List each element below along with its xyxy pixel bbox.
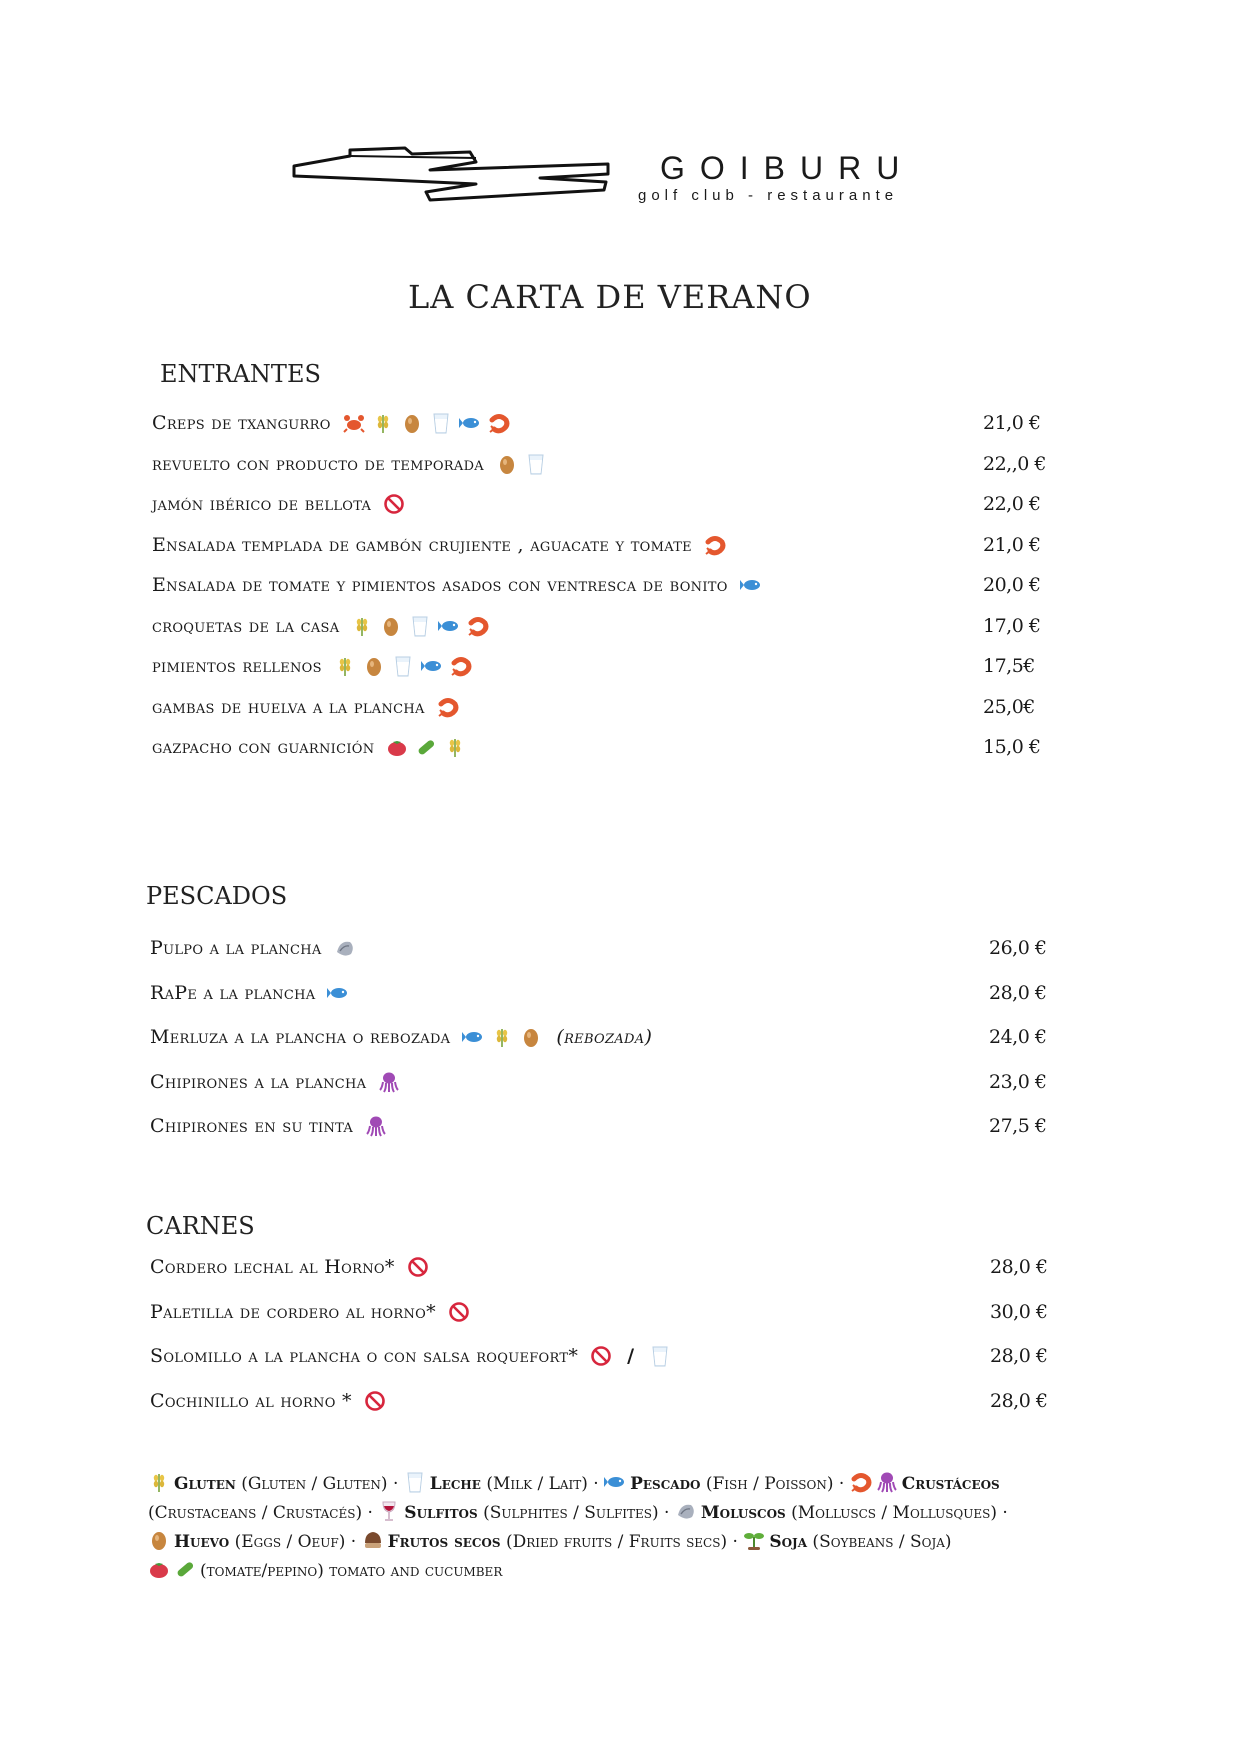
dish-name: croquetas de la casa (152, 614, 340, 637)
menu-title: LA CARTA DE VERANO (408, 278, 812, 316)
dish-price: 20,0 € (983, 574, 1041, 596)
brand-name: GOIBURU (660, 150, 915, 186)
legend-allergen-translation: (Dried fruits / Fruits secs) · (500, 1532, 744, 1552)
dish-name: Creps de txangurro (152, 412, 331, 434)
legend-tomato-cucumber: (tomate/pepino) tomato and cucumber (200, 1561, 503, 1581)
tomato-icon (386, 736, 408, 758)
menu-item-row (0, 572, 1241, 612)
legend-allergen-translation: (Molluscs / Mollusques) · (785, 1503, 1008, 1523)
legend-allergen-name: Sulfitos (404, 1503, 478, 1523)
egg-icon (520, 1026, 542, 1048)
dish-price: 28,0 € (989, 981, 1047, 1004)
menu-item-row (0, 694, 1241, 734)
legend-allergen-name: Crustáceos (901, 1474, 1000, 1494)
dish-name: Merluza a la plancha o rebozada (150, 1026, 451, 1048)
crab-icon (343, 412, 365, 434)
allergen-icons (448, 1301, 470, 1323)
legend-line (148, 1557, 1118, 1586)
dish-price: 26,0 € (989, 937, 1047, 959)
shrimp-icon (704, 534, 726, 556)
menu-item-row (0, 1113, 1241, 1153)
legend-line (148, 1528, 1118, 1557)
milk-glass-icon (430, 412, 452, 434)
fish-icon (462, 1026, 484, 1048)
menu-item-row (0, 935, 1241, 975)
allergen-icons (383, 493, 405, 515)
shrimp-icon (488, 412, 510, 434)
dish-line (152, 653, 472, 679)
dish-line (150, 1113, 387, 1139)
allergen-icons (740, 574, 762, 596)
wheat-icon (372, 412, 394, 434)
legend-allergen-name: Frutos secos (387, 1532, 501, 1552)
dish-price: 15,0 € (983, 736, 1041, 758)
milk-glass-icon (392, 655, 414, 677)
squid-icon (876, 1471, 898, 1493)
dish-price: 24,0 € (989, 1026, 1047, 1048)
shell-icon (675, 1500, 697, 1522)
dish-price: 21,0 € (983, 533, 1041, 556)
dish-line (150, 1388, 386, 1414)
dish-line (150, 1069, 400, 1095)
dish-price: 28,0 € (990, 1345, 1048, 1367)
milk-glass-icon (525, 453, 547, 475)
menu-item-row (0, 451, 1241, 491)
fish-icon (604, 1471, 626, 1493)
dish-note: (rebozada) (556, 1026, 653, 1048)
shrimp-icon (437, 696, 459, 718)
dish-name: gazpacho con guarnición (152, 736, 375, 758)
allergen-icons (334, 937, 356, 959)
legend-allergen-name: Moluscos (700, 1503, 786, 1523)
legend-line (148, 1499, 1118, 1528)
dish-name: revuelto con producto de temporada (152, 452, 484, 475)
brand-subtitle: golf club - restaurante (638, 187, 899, 204)
egg-icon (401, 412, 423, 434)
egg-icon (380, 615, 402, 637)
tomato-icon (148, 1558, 170, 1580)
dish-line (152, 734, 466, 760)
dish-name: gambas de huelva a la plancha (152, 695, 425, 718)
legend-allergen-name: Pescado (630, 1474, 701, 1494)
dish-line (152, 491, 405, 517)
menu-item-row (0, 1388, 1241, 1428)
allergen-icons (496, 453, 547, 475)
fish-icon (740, 574, 762, 596)
dish-price: 17,0 € (983, 614, 1041, 637)
shrimp-icon (467, 615, 489, 637)
sprout-icon (743, 1529, 765, 1551)
dish-line (152, 572, 762, 598)
dish-line (152, 613, 489, 639)
dish-name: Chipirones a la plancha (150, 1070, 367, 1093)
legend-allergen-translation: (Gluten / Gluten) · (235, 1474, 404, 1494)
allergen-icons (351, 615, 489, 637)
legend-allergen-name: Soja (769, 1532, 808, 1552)
menu-item-row (0, 491, 1241, 531)
icon-separator: / (627, 1345, 635, 1367)
dish-line (152, 694, 459, 720)
squid-icon (365, 1115, 387, 1137)
allergen-icons (704, 534, 726, 556)
allergen-icons (378, 1071, 400, 1093)
chestnut-icon (362, 1529, 384, 1551)
menu-item-row (0, 1254, 1241, 1294)
dish-name: Paletilla de cordero al horno* (150, 1300, 436, 1323)
allergen-icons (590, 1345, 671, 1367)
egg-icon (148, 1529, 170, 1551)
allergen-icons (386, 736, 466, 758)
wheat-icon (351, 615, 373, 637)
dish-line (150, 1254, 429, 1280)
allergen-icons (343, 412, 510, 434)
menu-item-row (0, 1069, 1241, 1109)
no-allergens-icon (407, 1256, 429, 1278)
fish-icon (327, 982, 349, 1004)
dish-line (150, 1024, 652, 1050)
dish-line (150, 935, 356, 961)
cucumber-icon (415, 736, 437, 758)
allergen-icons (407, 1256, 429, 1278)
no-allergens-icon (448, 1301, 470, 1323)
legend-allergen-name: Leche (429, 1474, 481, 1494)
milk-glass-icon (404, 1471, 426, 1493)
dish-name: Ensalada templada de gambón crujiente , aguacate y tomate (152, 533, 692, 556)
dish-name: Cochinillo al horno * (150, 1389, 352, 1412)
squid-icon (378, 1071, 400, 1093)
milk-glass-icon (409, 615, 431, 637)
goiburu-logo-icon (290, 144, 610, 206)
legend-allergen-translation: (Soybeans / Soja) (807, 1532, 952, 1552)
wheat-icon (334, 655, 356, 677)
dish-name: Pulpo a la plancha (150, 937, 322, 959)
wheat-icon (444, 736, 466, 758)
menu-item-row (0, 1299, 1241, 1339)
shrimp-icon (450, 655, 472, 677)
section-title-carnes: CARNES (146, 1212, 255, 1240)
allergen-icons (364, 1390, 386, 1412)
fish-icon (438, 615, 460, 637)
dish-price: 27,5 € (989, 1115, 1047, 1137)
legend-allergen-name: Gluten (174, 1474, 236, 1494)
dish-price: 28,0 € (990, 1389, 1048, 1412)
section-title-pescados: PESCADOS (146, 882, 288, 910)
no-allergens-icon (364, 1390, 386, 1412)
egg-icon (496, 453, 518, 475)
dish-line (150, 1299, 470, 1325)
menu-item-row (0, 410, 1241, 450)
dish-name: jamón ibérico de bellota (152, 493, 372, 515)
allergen-icons (334, 655, 472, 677)
cucumber-icon (174, 1558, 196, 1580)
dish-price: 28,0 € (990, 1256, 1048, 1278)
allergen-icons (437, 696, 459, 718)
dish-price: 25,0€ (983, 695, 1035, 718)
dish-line (152, 451, 547, 477)
menu-item-row (0, 532, 1241, 572)
dish-price: 23,0 € (989, 1070, 1047, 1093)
menu-item-row (0, 1024, 1241, 1064)
dish-name: Ensalada de tomate y pimientos asados con ventresca de bonito (152, 574, 728, 596)
dish-line (150, 980, 349, 1006)
dish-line (150, 1343, 671, 1369)
wine-icon (378, 1500, 400, 1522)
legend-allergen-translation: (Eggs / Oeuf) · (229, 1532, 362, 1552)
legend-allergen-name: Huevo (174, 1532, 230, 1552)
milk-glass-icon (649, 1345, 671, 1367)
legend-allergen-translation: (Milk / Lait) · (480, 1474, 605, 1494)
dish-name: Chipirones en su tinta (150, 1115, 354, 1137)
dish-price: 17,5€ (983, 655, 1035, 677)
dish-price: 22,0 € (983, 493, 1041, 515)
menu-item-row (0, 613, 1241, 653)
wheat-icon (148, 1471, 170, 1493)
menu-item-row (0, 653, 1241, 693)
dish-price: 30,0 € (990, 1300, 1048, 1323)
section-title-entrantes: ENTRANTES (160, 360, 321, 388)
dish-line (152, 410, 510, 436)
dish-name: pimientos rellenos (152, 655, 322, 677)
legend-crustaceans-translation: (Crustaceans / Crustacés) · (148, 1503, 379, 1523)
no-allergens-icon (383, 493, 405, 515)
dish-name: Cordero lechal al Horno* (150, 1256, 395, 1278)
menu-item-row (0, 734, 1241, 774)
legend-line (148, 1470, 1118, 1499)
egg-icon (363, 655, 385, 677)
dish-name: RaPe a la plancha (150, 981, 316, 1004)
menu-item-row (0, 1343, 1241, 1383)
shrimp-icon (850, 1471, 872, 1493)
dish-name: Solomillo a la plancha o con salsa roquefort* (150, 1345, 579, 1367)
dish-price: 21,0 € (983, 412, 1041, 434)
fish-icon (459, 412, 481, 434)
allergen-legend (148, 1470, 1118, 1586)
dish-line (152, 532, 726, 558)
legend-allergen-translation: (Sulphites / Sulfites) · (477, 1503, 675, 1523)
allergen-icons (365, 1115, 387, 1137)
shell-icon (334, 937, 356, 959)
allergen-icons (327, 982, 349, 1004)
dish-price: 22,,0 € (983, 452, 1046, 475)
legend-allergen-translation: (Fish / Poisson) · (700, 1474, 850, 1494)
menu-item-row (0, 980, 1241, 1020)
allergen-icons (462, 1026, 542, 1048)
wheat-icon (491, 1026, 513, 1048)
no-allergens-icon (590, 1345, 612, 1367)
fish-icon (421, 655, 443, 677)
